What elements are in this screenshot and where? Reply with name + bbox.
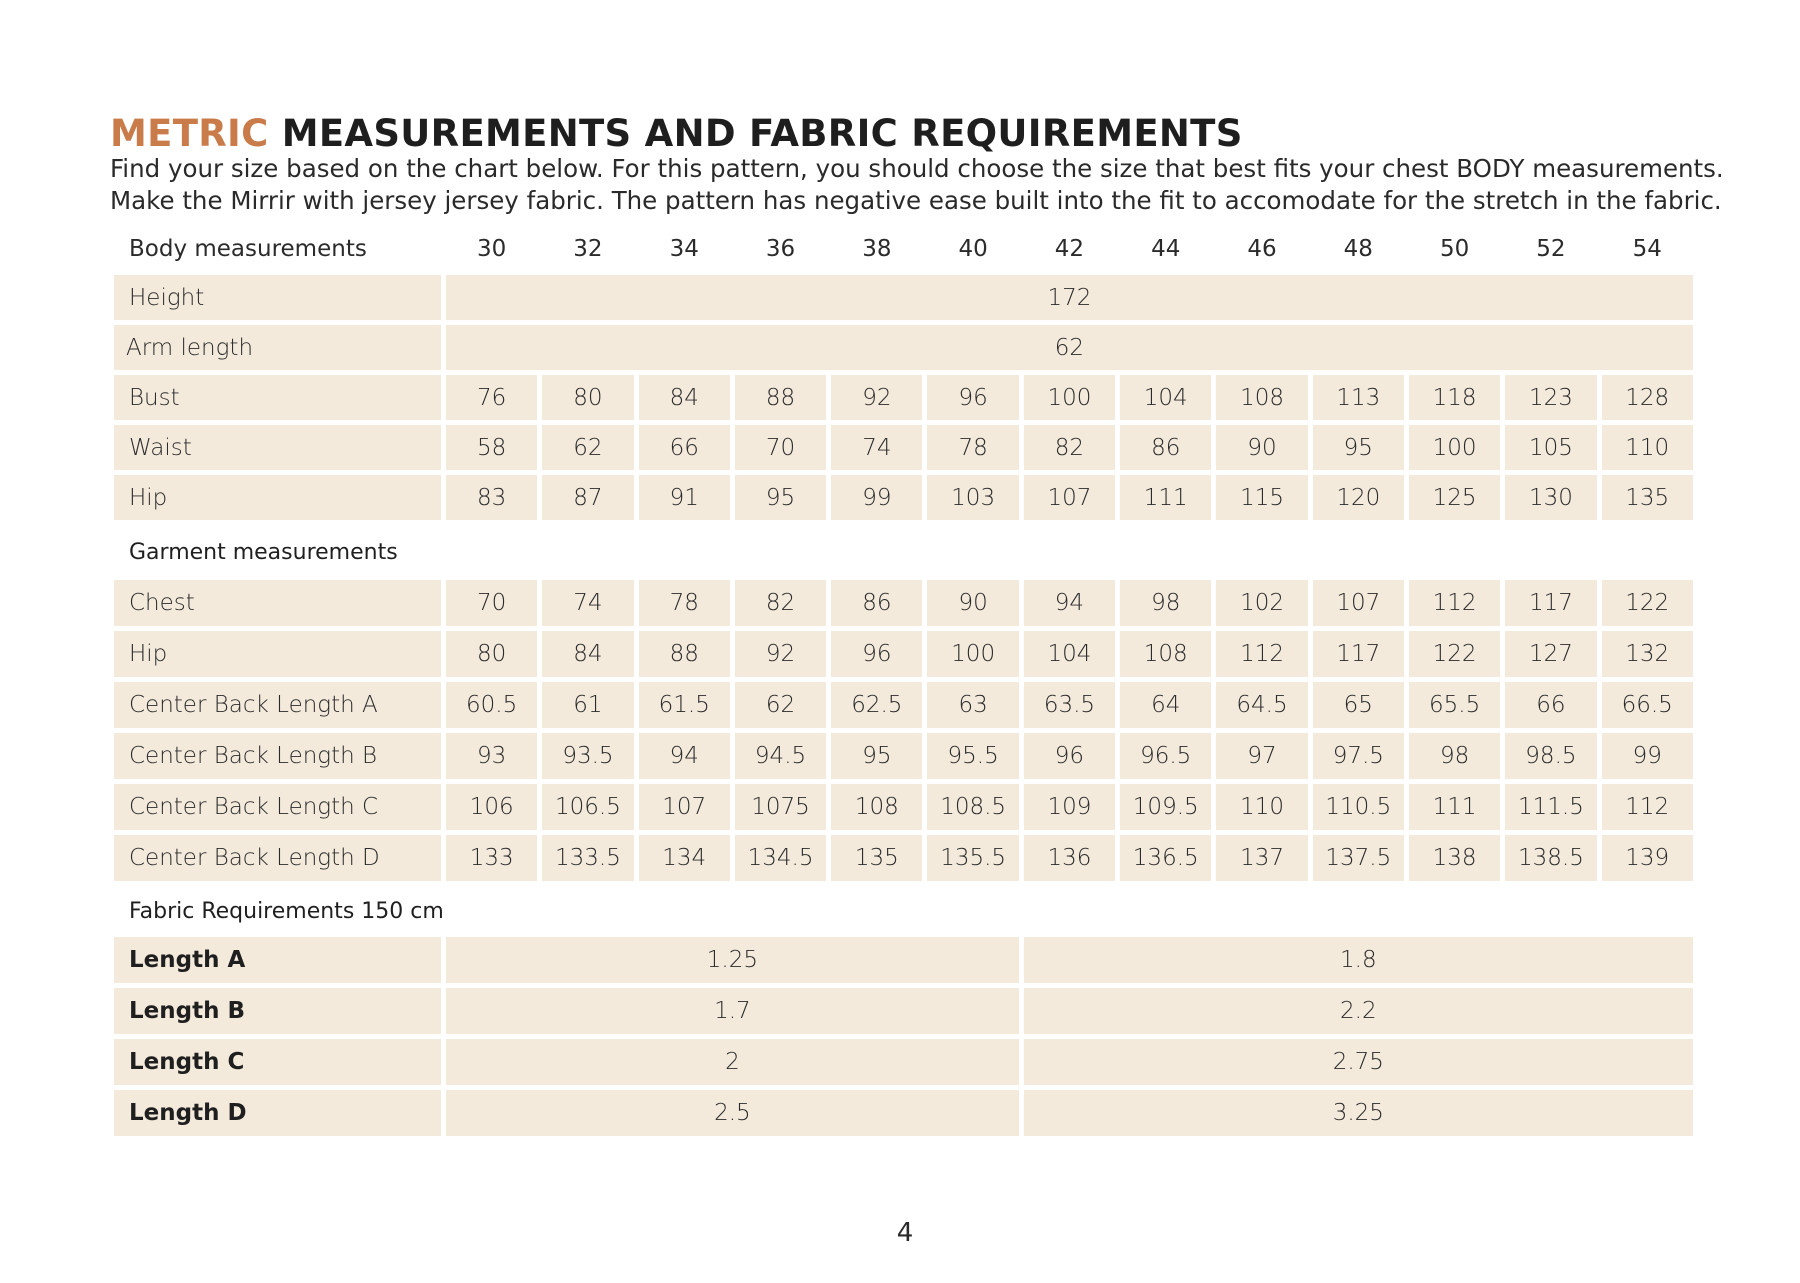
table-cell: 112 <box>1409 580 1500 626</box>
table-cell: 107 <box>1313 580 1404 626</box>
table-cell: 105 <box>1505 425 1596 470</box>
table-cell: 62.5 <box>831 682 922 728</box>
table-cell: 138 <box>1409 835 1500 881</box>
table-cell: 61 <box>542 682 633 728</box>
table-cell: 83 <box>446 475 537 520</box>
table-cell: 136 <box>1024 835 1115 881</box>
size-header: 46 <box>1247 236 1277 262</box>
row-label-length-a: Length A <box>114 937 441 983</box>
page-number: 4 <box>896 1218 914 1248</box>
table-cell: 110 <box>1602 425 1693 470</box>
table-cell: 93.5 <box>542 733 633 779</box>
table-cell: 96 <box>1024 733 1115 779</box>
table-cell: 58 <box>446 425 537 470</box>
arm-length-value: 62 <box>446 325 1693 370</box>
size-header: 50 <box>1439 236 1470 262</box>
size-header: 30 <box>477 236 507 262</box>
table-cell: 91 <box>639 475 730 520</box>
table-cell: 90 <box>927 580 1018 626</box>
table-cell: 134.5 <box>735 835 826 881</box>
table-cell: 96 <box>831 631 922 677</box>
table-cell: 135.5 <box>927 835 1018 881</box>
table-cell: 97.5 <box>1313 733 1404 779</box>
table-cell: 80 <box>446 631 537 677</box>
row-label-bust: Bust <box>114 375 441 420</box>
table-cell: 99 <box>1602 733 1693 779</box>
table-cell: 107 <box>1024 475 1115 520</box>
table-cell: 125 <box>1409 475 1500 520</box>
table-cell: 117 <box>1505 580 1596 626</box>
table-cell: 98.5 <box>1505 733 1596 779</box>
table-cell: 108 <box>1216 375 1307 420</box>
row-label-center-back-length-b: Center Back Length B <box>114 733 441 779</box>
table-cell: 103 <box>927 475 1018 520</box>
table-cell: 80 <box>542 375 633 420</box>
table-cell: 74 <box>831 425 922 470</box>
title-accent: METRIC <box>110 112 269 155</box>
table-cell: 133.5 <box>542 835 633 881</box>
table-cell: 118 <box>1409 375 1500 420</box>
table-cell: 106 <box>446 784 537 830</box>
table-cell: 135 <box>831 835 922 881</box>
fabric-requirements-heading: Fabric Requirements 150 cm <box>129 899 444 924</box>
table-cell: 139 <box>1602 835 1693 881</box>
table-cell: 137.5 <box>1313 835 1404 881</box>
table-cell: 128 <box>1602 375 1693 420</box>
table-cell: 93 <box>446 733 537 779</box>
table-cell: 106.5 <box>542 784 633 830</box>
table-cell: 137 <box>1216 835 1307 881</box>
table-cell: 104 <box>1120 375 1211 420</box>
table-cell: 63 <box>927 682 1018 728</box>
table-cell: 96.5 <box>1120 733 1211 779</box>
table-cell: 136.5 <box>1120 835 1211 881</box>
table-cell: 100 <box>1409 425 1500 470</box>
table-cell: 82 <box>735 580 826 626</box>
table-cell: 108 <box>1120 631 1211 677</box>
table-cell: 111 <box>1120 475 1211 520</box>
table-cell: 78 <box>639 580 730 626</box>
table-cell: 115 <box>1216 475 1307 520</box>
table-cell: 100 <box>927 631 1018 677</box>
table-cell: 112 <box>1602 784 1693 830</box>
table-cell: 62 <box>542 425 633 470</box>
table-cell: 95 <box>831 733 922 779</box>
table-cell: 76 <box>446 375 537 420</box>
table-cell: 98 <box>1120 580 1211 626</box>
table-cell: 112 <box>1216 631 1307 677</box>
row-label-arm-length: Arm length <box>114 325 441 370</box>
size-header: 54 <box>1632 236 1662 262</box>
table-cell: 94.5 <box>735 733 826 779</box>
table-cell: 82 <box>1024 425 1115 470</box>
table-cell: 70 <box>735 425 826 470</box>
size-header: 48 <box>1343 236 1373 262</box>
table-cell: 64 <box>1120 682 1211 728</box>
table-cell: 122 <box>1602 580 1693 626</box>
table-cell: 111.5 <box>1505 784 1596 830</box>
table-cell: 90 <box>1216 425 1307 470</box>
row-label-length-c: Length C <box>114 1039 441 1085</box>
table-cell: 60.5 <box>446 682 537 728</box>
row-label-height: Height <box>114 275 441 320</box>
row-label-chest: Chest <box>114 580 441 626</box>
garment-measurements-heading: Garment measurements <box>129 540 398 565</box>
table-cell: 104 <box>1024 631 1115 677</box>
row-label-waist: Waist <box>114 425 441 470</box>
title-rest: MEASUREMENTS AND FABRIC REQUIREMENTS <box>281 112 1243 155</box>
table-cell: 92 <box>735 631 826 677</box>
size-header: 34 <box>669 236 699 262</box>
size-header: 42 <box>1054 236 1085 262</box>
table-cell: 88 <box>735 375 826 420</box>
row-label-hip: Hip <box>114 475 441 520</box>
size-chart <box>114 228 1695 1141</box>
table-cell: 87 <box>542 475 633 520</box>
table-cell: 138.5 <box>1505 835 1596 881</box>
table-cell: 64.5 <box>1216 682 1307 728</box>
table-cell: 132 <box>1602 631 1693 677</box>
table-cell: 95 <box>1313 425 1404 470</box>
height-value: 172 <box>446 275 1693 320</box>
table-cell: 123 <box>1505 375 1596 420</box>
row-label-garment-hip: Hip <box>114 631 441 677</box>
table-cell: 66 <box>639 425 730 470</box>
table-cell: 130 <box>1505 475 1596 520</box>
table-cell: 66.5 <box>1602 682 1693 728</box>
fabric-large-sizes-value: 2.2 <box>1024 988 1693 1034</box>
row-label-length-b: Length B <box>114 988 441 1034</box>
size-header: 44 <box>1151 236 1181 262</box>
table-cell: 97 <box>1216 733 1307 779</box>
table-cell: 98 <box>1409 733 1500 779</box>
table-cell: 109.5 <box>1120 784 1211 830</box>
table-cell: 108.5 <box>927 784 1018 830</box>
row-label-center-back-length-a: Center Back Length A <box>114 682 441 728</box>
table-cell: 107 <box>639 784 730 830</box>
table-cell: 120 <box>1313 475 1404 520</box>
row-label-center-back-length-d: Center Back Length D <box>114 835 441 881</box>
body-measurements-heading: Body measurements <box>129 236 367 262</box>
table-cell: 95 <box>735 475 826 520</box>
table-cell: 133 <box>446 835 537 881</box>
table-cell: 100 <box>1024 375 1115 420</box>
fabric-small-sizes-value: 2 <box>446 1039 1019 1085</box>
table-cell: 88 <box>639 631 730 677</box>
fabric-large-sizes-value: 3.25 <box>1024 1090 1693 1136</box>
table-cell: 96 <box>927 375 1018 420</box>
table-cell: 108 <box>831 784 922 830</box>
size-header: 52 <box>1536 236 1566 262</box>
table-cell: 65.5 <box>1409 682 1500 728</box>
size-header: 38 <box>862 236 892 262</box>
table-cell: 86 <box>1120 425 1211 470</box>
table-cell: 92 <box>831 375 922 420</box>
table-cell: 62 <box>735 682 826 728</box>
intro-text <box>110 153 1724 217</box>
table-cell: 94 <box>639 733 730 779</box>
table-cell: 70 <box>446 580 537 626</box>
table-cell: 109 <box>1024 784 1115 830</box>
size-header: 32 <box>573 236 603 262</box>
row-label-length-d: Length D <box>114 1090 441 1136</box>
fabric-small-sizes-value: 1.25 <box>446 937 1019 983</box>
table-cell: 135 <box>1602 475 1693 520</box>
table-cell: 111 <box>1409 784 1500 830</box>
page-title <box>110 112 1243 155</box>
size-header: 36 <box>765 236 796 262</box>
table-cell: 110 <box>1216 784 1307 830</box>
fabric-small-sizes-value: 1.7 <box>446 988 1019 1034</box>
table-cell: 63.5 <box>1024 682 1115 728</box>
table-cell: 84 <box>542 631 633 677</box>
table-cell: 117 <box>1313 631 1404 677</box>
table-cell: 86 <box>831 580 922 626</box>
table-cell: 65 <box>1313 682 1404 728</box>
fabric-small-sizes-value: 2.5 <box>446 1090 1019 1136</box>
table-cell: 61.5 <box>639 682 730 728</box>
table-cell: 84 <box>639 375 730 420</box>
table-cell: 99 <box>831 475 922 520</box>
fabric-large-sizes-value: 1.8 <box>1024 937 1693 983</box>
table-cell: 1075 <box>735 784 826 830</box>
table-cell: 113 <box>1313 375 1404 420</box>
table-cell: 122 <box>1409 631 1500 677</box>
table-cell: 110.5 <box>1313 784 1404 830</box>
row-label-center-back-length-c: Center Back Length C <box>114 784 441 830</box>
fabric-large-sizes-value: 2.75 <box>1024 1039 1693 1085</box>
intro-line-2: Make the Mirrir with jersey jersey fabric. The pattern has negative ease built into the fit to accomodate for the stretch in the fabric. <box>110 186 1722 215</box>
intro-line-1: Find your size based on the chart below. For this pattern, you should choose the size that best fits your chest BODY measurements. <box>110 154 1724 183</box>
table-cell: 102 <box>1216 580 1307 626</box>
table-cell: 78 <box>927 425 1018 470</box>
size-header: 40 <box>958 236 988 262</box>
table-cell: 95.5 <box>927 733 1018 779</box>
table-cell: 74 <box>542 580 633 626</box>
table-cell: 94 <box>1024 580 1115 626</box>
table-cell: 134 <box>639 835 730 881</box>
table-cell: 127 <box>1505 631 1596 677</box>
table-cell: 66 <box>1505 682 1596 728</box>
